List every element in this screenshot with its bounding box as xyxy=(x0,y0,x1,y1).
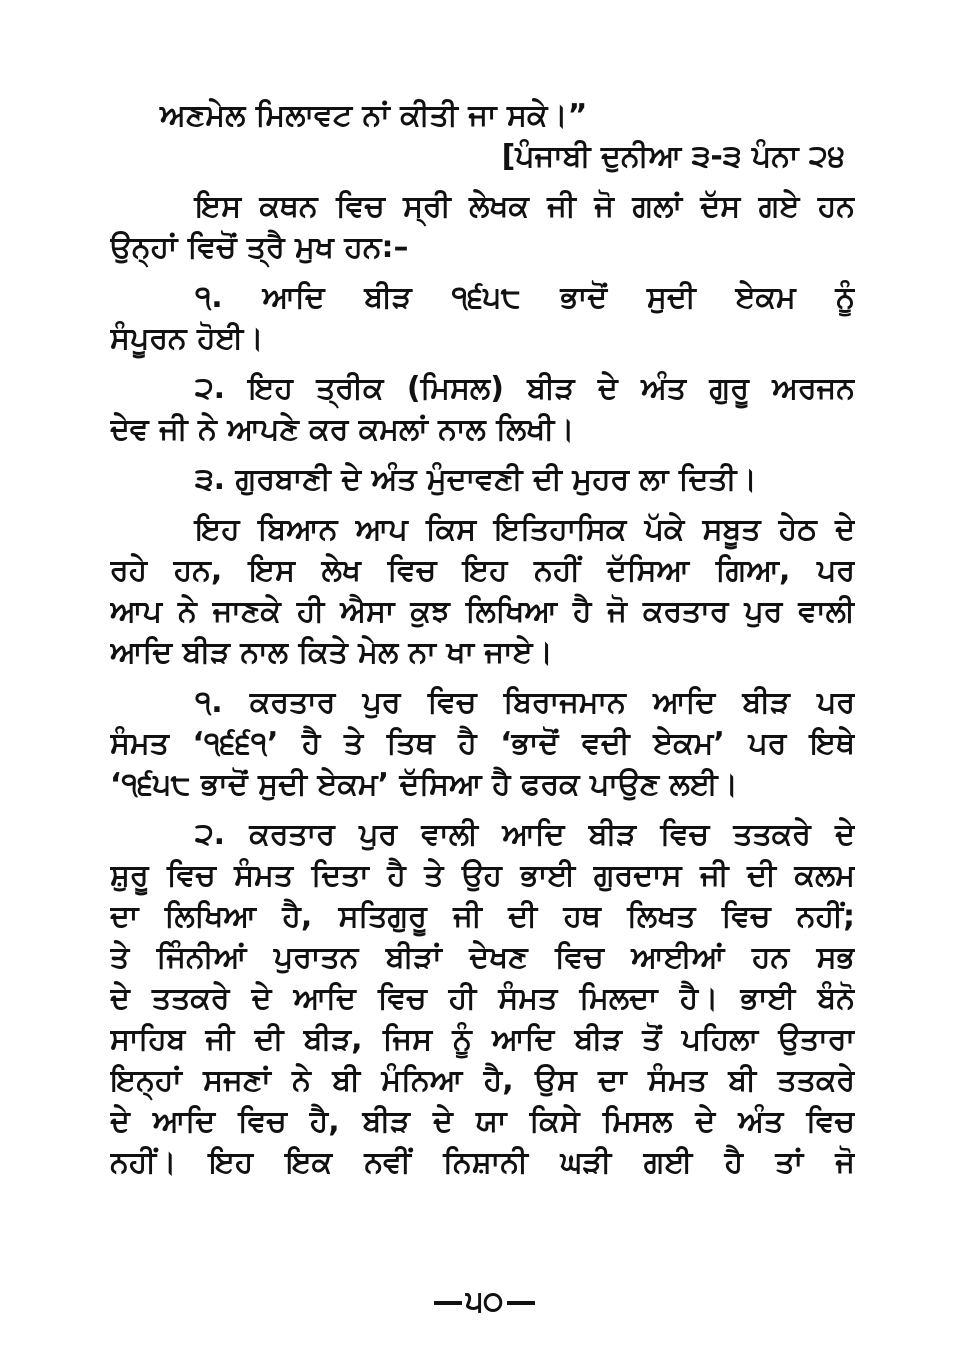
body-text xyxy=(110,95,855,1192)
text-line: ਤੇ ਜਿੰਨੀਆਂ ਪੁਰਾਤਨ ਬੀੜਾਂ ਦੇਖਣ ਵਿਚ ਆਈਆਂ ਹਨ ਸਭ xyxy=(110,940,855,975)
list-item-1 xyxy=(110,277,855,359)
text-line: ‘੧੬੫੮ ਭਾਦੋਂ ਸੁਦੀ ਏਕਮ’ ਦੱਸਿਆ ਹੈ ਫਰਕ ਪਾਉਣ ਲਈ। xyxy=(110,767,738,802)
text-line: ਇਹ ਬਿਆਨ ਆਪ ਕਿਸ ਇਤਿਹਾਸਿਕ ਪੱਕੇ ਸਬੂਤ ਹੇਠ ਦੇ xyxy=(195,512,855,547)
text-line: ਦੇਵ ਜੀ ਨੇ ਆਪਣੇ ਕਰ ਕਮਲਾਂ ਨਾਲ ਲਿਖੀ। xyxy=(110,412,575,447)
page-footer xyxy=(0,1284,969,1319)
text-line: ਰਹੇ ਹਨ, ਇਸ ਲੇਖ ਵਿਚ ਇਹ ਨਹੀਂ ਦੱਸਿਆ ਗਿਆ, ਪਰ xyxy=(110,553,855,588)
dash-left xyxy=(434,1301,462,1305)
text-line: ਦਾ ਲਿਖਿਆ ਹੈ, ਸਤਿਗੁਰੂ ਜੀ ਦੀ ਹਥ ਲਿਖਤ ਵਿਚ ਨਹੀਂ; xyxy=(110,899,855,934)
text-line: ਨਹੀਂ। ਇਹ ਇਕ ਨਵੀਂ ਨਿਸ਼ਾਨੀ ਘੜੀ ਗਈ ਹੈ ਤਾਂ ਜੋ xyxy=(110,1145,855,1180)
text-line: ਆਦਿ ਬੀੜ ਨਾਲ ਕਿਤੇ ਮੇਲ ਨਾ ਖਾ ਜਾਏ। xyxy=(110,635,553,670)
point-2 xyxy=(110,814,855,1183)
text-line: ਸੰਪੂਰਨ ਹੋਈ। xyxy=(110,321,264,356)
citation: [ਪੰਜਾਬੀ ਦੁਨੀਆ ੩-੩ ਪੰਨਾ ੨੪ xyxy=(501,139,845,174)
text-line: ੨. ਕਰਤਾਰ ਪੁਰ ਵਾਲੀ ਆਦਿ ਬੀੜ ਵਿਚ ਤਤਕਰੇ ਦੇ xyxy=(195,817,855,852)
text-line: ੧. ਕਰਤਾਰ ਪੁਰ ਵਿਚ ਬਿਰਾਜਮਾਨ ਆਦਿ ਬੀੜ ਪਰ xyxy=(195,685,855,720)
text-line: ੨. ਇਹ ਤ੍ਰੀਕ (ਮਿਸਲ) ਬੀੜ ਦੇ ਅੰਤ ਗੁਰੂ ਅਰਜਨ xyxy=(195,371,855,406)
text-line: ਸਾਹਿਬ ਜੀ ਦੀ ਬੀੜ, ਜਿਸ ਨੂੰ ਆਦਿ ਬੀੜ ਤੋਂ ਪਹਿਲਾ ਉਤਾਰਾ xyxy=(110,1022,855,1057)
text-line: ਇਸ ਕਥਨ ਵਿਚ ਸ੍ਰੀ ਲੇਖਕ ਜੀ ਜੋ ਗਲਾਂ ਦੱਸ ਗਏ ਹਨ xyxy=(195,189,855,224)
text-line: ਆਪ ਨੇ ਜਾਣਕੇ ਹੀ ਐਸਾ ਕੁਝ ਲਿਖਿਆ ਹੈ ਜੋ ਕਰਤਾਰ ਪੁਰ ਵਾਲੀ xyxy=(110,594,855,629)
page-number: ੫੦ xyxy=(465,1284,504,1319)
text-line: ਸ਼ੁਰੂ ਵਿਚ ਸੰਮਤ ਦਿਤਾ ਹੈ ਤੇ ਉਹ ਭਾਈ ਗੁਰਦਾਸ ਜੀ ਦੀ ਕਲਮ xyxy=(110,858,855,893)
dash-right xyxy=(507,1301,535,1305)
text-line: ਇਨ੍ਹਾਂ ਸਜਣਾਂ ਨੇ ਬੀ ਮੰਨਿਆ ਹੈ, ਉਸ ਦਾ ਸੰਮਤ ਬੀ ਤਤਕਰੇ xyxy=(110,1063,855,1098)
list-item-2 xyxy=(110,368,855,450)
paragraph-statement xyxy=(110,509,855,673)
text-line: ਦੇ ਤਤਕਰੇ ਦੇ ਆਦਿ ਵਿਚ ਹੀ ਸੰਮਤ ਮਿਲਦਾ ਹੈ। ਭਾਈ ਬੰਨੋ xyxy=(110,981,855,1016)
text-line: ਸੰਮਤ ‘੧੬੬੧’ ਹੈ ਤੇ ਤਿਥ ਹੈ ‘ਭਾਦੋਂ ਵਦੀ ਏਕਮ’ ਪਰ ਇਥੇ xyxy=(110,726,855,761)
text-line: ਦੇ ਆਦਿ ਵਿਚ ਹੈ, ਬੀੜ ਦੇ ਯਾ ਕਿਸੇ ਮਿਸਲ ਦੇ ਅੰਤ ਵਿਚ xyxy=(110,1104,855,1139)
list-item-3 xyxy=(110,459,855,500)
text-line: ੩. ਗੁਰਬਾਣੀ ਦੇ ਅੰਤ ਮੁੰਦਾਵਣੀ ਦੀ ਮੁਹਰ ਲਾ ਦਿਤੀ। xyxy=(195,462,757,497)
point-1 xyxy=(110,682,855,805)
paragraph-intro xyxy=(110,186,855,268)
text-line: ਉਨ੍ਹਾਂ ਵਿਚੋਂ ਤ੍ਰੈ ਮੁਖ ਹਨ:– xyxy=(110,230,409,265)
quote-end xyxy=(110,95,855,177)
text-line: ਅਣਮੇਲ ਮਿਲਾਵਟ ਨਾਂ ਕੀਤੀ ਜਾ ਸਕੇ।” xyxy=(160,98,588,133)
text-line: ੧. ਆਦਿ ਬੀੜ ੧੬੫੮ ਭਾਦੋਂ ਸੁਦੀ ਏਕਮ ਨੂੰ xyxy=(195,280,855,315)
